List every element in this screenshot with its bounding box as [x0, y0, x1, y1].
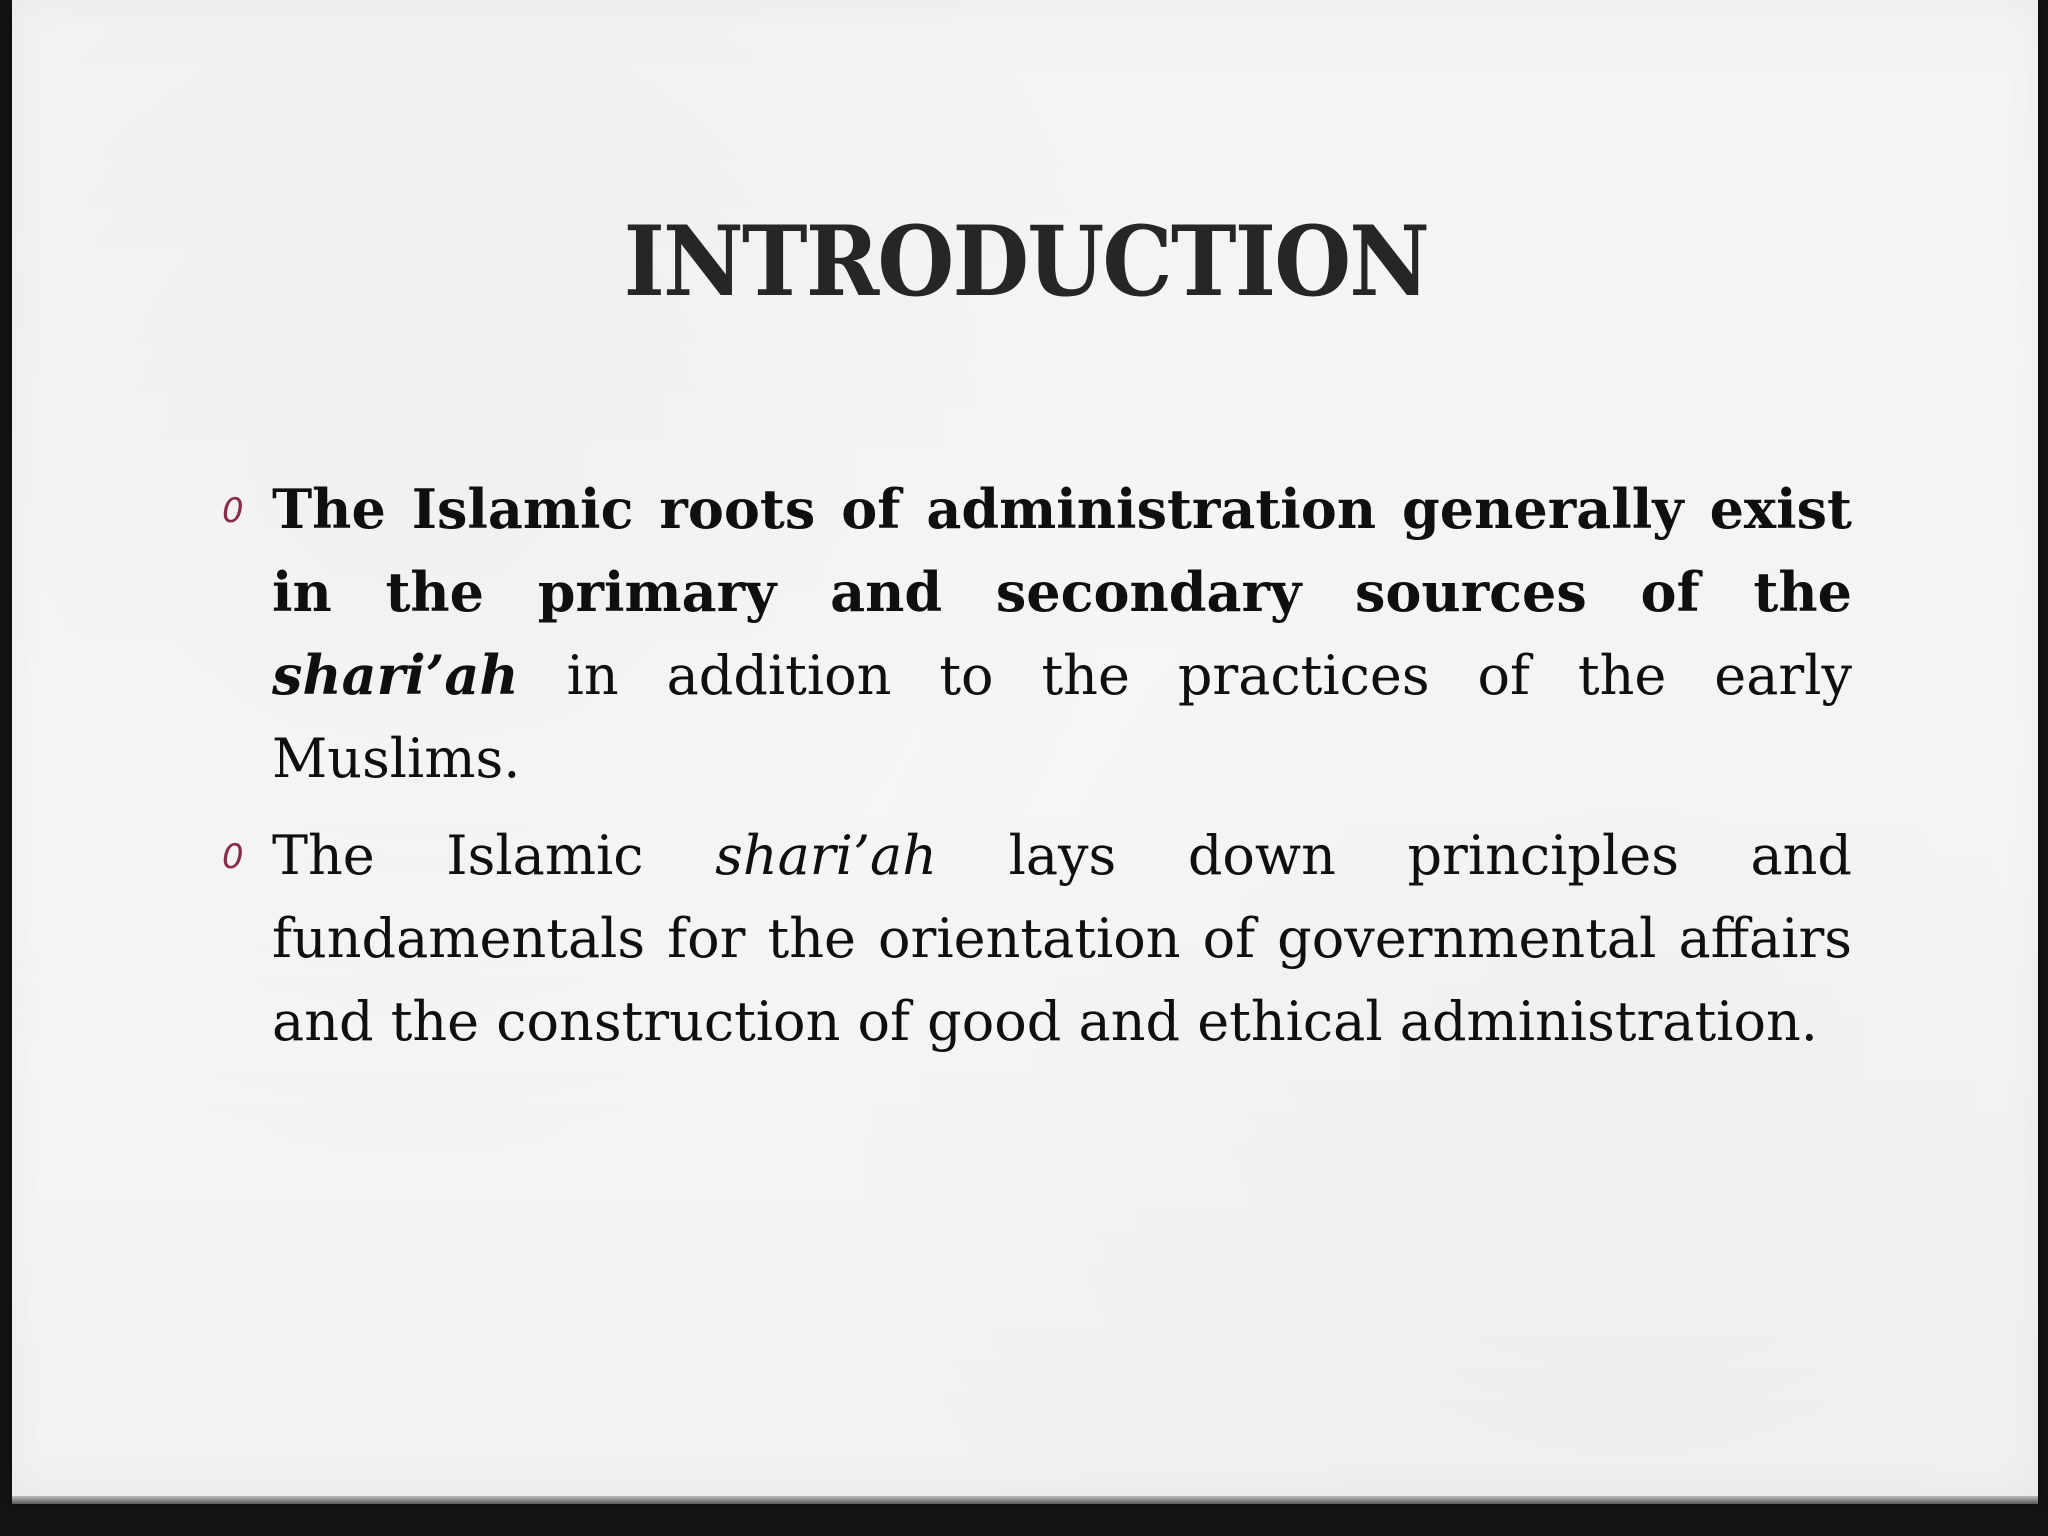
- slide-content: [222, 468, 1852, 1077]
- slide: [12, 0, 2038, 1496]
- bullet-item: [222, 468, 1852, 800]
- bullet-text: in addition to the practices of the early Muslims.: [272, 644, 1852, 790]
- slide-title: INTRODUCTION: [623, 205, 1429, 318]
- slide-shadow-edge: [12, 1496, 2038, 1504]
- bullet-item: [222, 814, 1852, 1063]
- bullet-marker-icon: 0: [222, 837, 244, 877]
- bullet-text: lays down principles and fundamentals for the orientation of governmental affairs and the construction of good and ethical administration.: [272, 824, 1853, 1053]
- bullet-term-shariah: shari’ah: [715, 824, 938, 887]
- bullet-marker-icon: 0: [222, 491, 244, 531]
- bullet-text: The Islamic: [272, 824, 716, 887]
- bullet-text-bold: The Islamic roots of administration generally exist in the primary and secondary sources of the: [272, 477, 1852, 624]
- bullet-term-shariah: shari’ah: [272, 643, 519, 707]
